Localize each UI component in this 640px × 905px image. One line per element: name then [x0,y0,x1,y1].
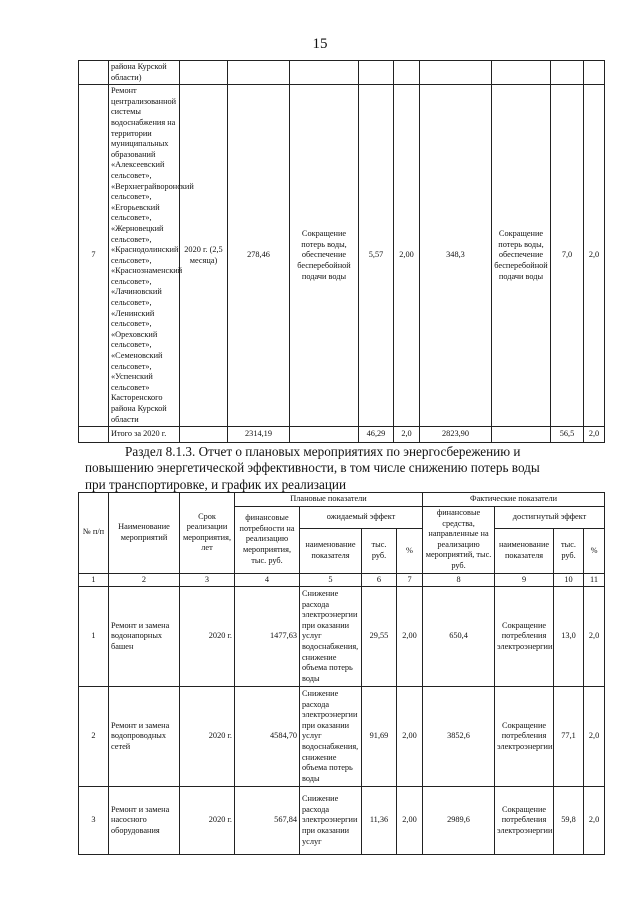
header-expected-effect: ожидаемый эффект [300,507,423,529]
fact-pct-cell: 2,0 [584,587,605,687]
header-thousand-rub: тыс. руб. [362,529,397,573]
table-row [79,587,605,687]
header-actual: Фактические показатели [423,493,605,507]
page-number: 15 [312,36,328,52]
name-fragment: района Курской области) [109,61,180,85]
term-cell: 2020 г. [180,587,235,687]
total-finance: 2314,19 [228,427,290,443]
fact-finance-cell: 348,3 [420,85,492,427]
header-percent: % [397,529,423,573]
col-number: 10 [554,573,584,587]
fact-pct-cell: 2,0 [584,787,605,855]
effect-value-cell: 5,57 [359,85,394,427]
header-planned: Плановые показатели [235,493,423,507]
table-row [79,85,605,427]
fact-effect-name-cell: Сокращение потребления электроэнергии [495,587,554,687]
fact-value-cell: 77,1 [554,687,584,787]
finance-cell: 278,46 [228,85,290,427]
finance-cell: 4584,70 [235,687,300,787]
fact-finance-cell: 3852,6 [423,687,495,787]
heading-line-2: повышению энергетической эффективности, в том числе снижению потерь воды [85,460,540,476]
effect-pct-cell: 2,00 [397,587,423,687]
term-cell: 2020 г. (2,5 месяца) [180,85,228,427]
effect-value-cell: 11,36 [362,787,397,855]
col-number: 8 [423,573,495,587]
col-number: 11 [584,573,605,587]
col-number: 7 [397,573,423,587]
column-number-row [79,573,605,587]
effect-value-cell: 29,55 [362,587,397,687]
effect-pct-cell: 2,00 [397,787,423,855]
total-effect-value: 46,29 [359,427,394,443]
fact-pct-cell: 2,0 [584,85,605,427]
fact-effect-name-cell: Сокращение потребления электроэнергии [495,687,554,787]
effect-name-cell: Снижение расхода электроэнергии при оказании услуг водоснабжения, снижение объема потерь воды [300,687,362,787]
finance-cell: 1477,63 [235,587,300,687]
measure-name: Ремонт централизованной системы водоснабжения на территории муниципальных образований «Алексеевский сельсовет», «Верхнеграйворонский сельсовет», «Егорьевский сельсовет», «Жерновецкий сельсовет», «Краснодолинский сельсовет», «Краснознаменский сельсовет», «Лачиновский сельсовет», «Ленинский сельсовет», «Ореховский сельсовет», «Семеновский сельсовет», «Успенский сельсовет» Касторенского района Курской области [109,85,180,427]
fact-effect-name-cell: Сокращение потерь воды, обеспечение бесперебойной подачи воды [492,85,551,427]
fact-effect-name-cell: Сокращение потребления электроэнергии [495,787,554,855]
row-number: 1 [79,587,109,687]
total-row [79,427,605,443]
fact-value-cell: 13,0 [554,587,584,687]
table-row [79,787,605,855]
row-number: 2 [79,687,109,787]
total-fact-value: 56,5 [551,427,584,443]
col-number: 4 [235,573,300,587]
header-term: Срок реализации мероприятия, лет [180,493,235,574]
finance-cell: 567,84 [235,787,300,855]
table-row-fragment [79,61,605,85]
fact-finance-cell: 650,4 [423,587,495,687]
col-number: 2 [109,573,180,587]
header-achieved-name: наименование показателя [495,529,554,573]
table-row [79,687,605,787]
heading-line-1: Раздел 8.1.3. Отчет о плановых мероприятиях по энергосбережению и [125,444,521,459]
header-achieved-pct: % [584,529,605,573]
header-finance-need: финансовые потребности на реализацию мероприятия, тыс. руб. [235,507,300,574]
effect-pct-cell: 2,00 [394,85,420,427]
measures-table [78,492,605,855]
effect-pct-cell: 2,00 [397,687,423,787]
fact-value-cell: 59,8 [554,787,584,855]
header-achieved-rub: тыс. руб. [554,529,584,573]
header-num: № п/п [79,493,109,574]
effect-name-cell: Снижение расхода электроэнергии при оказании услуг водоснабжения, снижение объема потерь воды [300,587,362,687]
row-number: 7 [79,85,109,427]
heading-line-3: при транспортировке, и график их реализации [85,476,347,492]
col-number: 3 [180,573,235,587]
row-number: 3 [79,787,109,855]
fact-pct-cell: 2,0 [584,687,605,787]
header-achieved-effect: достигнутый эффект [495,507,605,529]
total-fact-finance: 2823,90 [420,427,492,443]
measure-name: Ремонт и замена водопроводных сетей [109,687,180,787]
fact-finance-cell: 2989,6 [423,787,495,855]
col-number: 1 [79,573,109,587]
header-name: Наименование мероприятий [109,493,180,574]
header-row-1 [79,493,605,507]
effect-value-cell: 91,69 [362,687,397,787]
total-label: Итого за 2020 г. [109,427,180,443]
continued-table [78,60,605,443]
header-fin-spent: финансовые средства, направленные на реализацию мероприятий, тыс. руб. [423,507,495,574]
total-effect-pct: 2,0 [394,427,420,443]
term-cell: 2020 г. [180,787,235,855]
term-cell: 2020 г. [180,687,235,787]
fact-value-cell: 7,0 [551,85,584,427]
col-number: 6 [362,573,397,587]
effect-name-cell: Снижение расхода электроэнергии при оказании услуг [300,787,362,855]
header-effect-name: наименование показателя [300,529,362,573]
measure-name: Ремонт и замена водонапорных башен [109,587,180,687]
col-number: 5 [300,573,362,587]
col-number: 9 [495,573,554,587]
effect-name-cell: Сокращение потерь воды, обеспечение бесперебойной подачи воды [290,85,359,427]
measure-name: Ремонт и замена насосного оборудования [109,787,180,855]
total-fact-pct: 2,0 [584,427,605,443]
section-heading [85,444,605,493]
